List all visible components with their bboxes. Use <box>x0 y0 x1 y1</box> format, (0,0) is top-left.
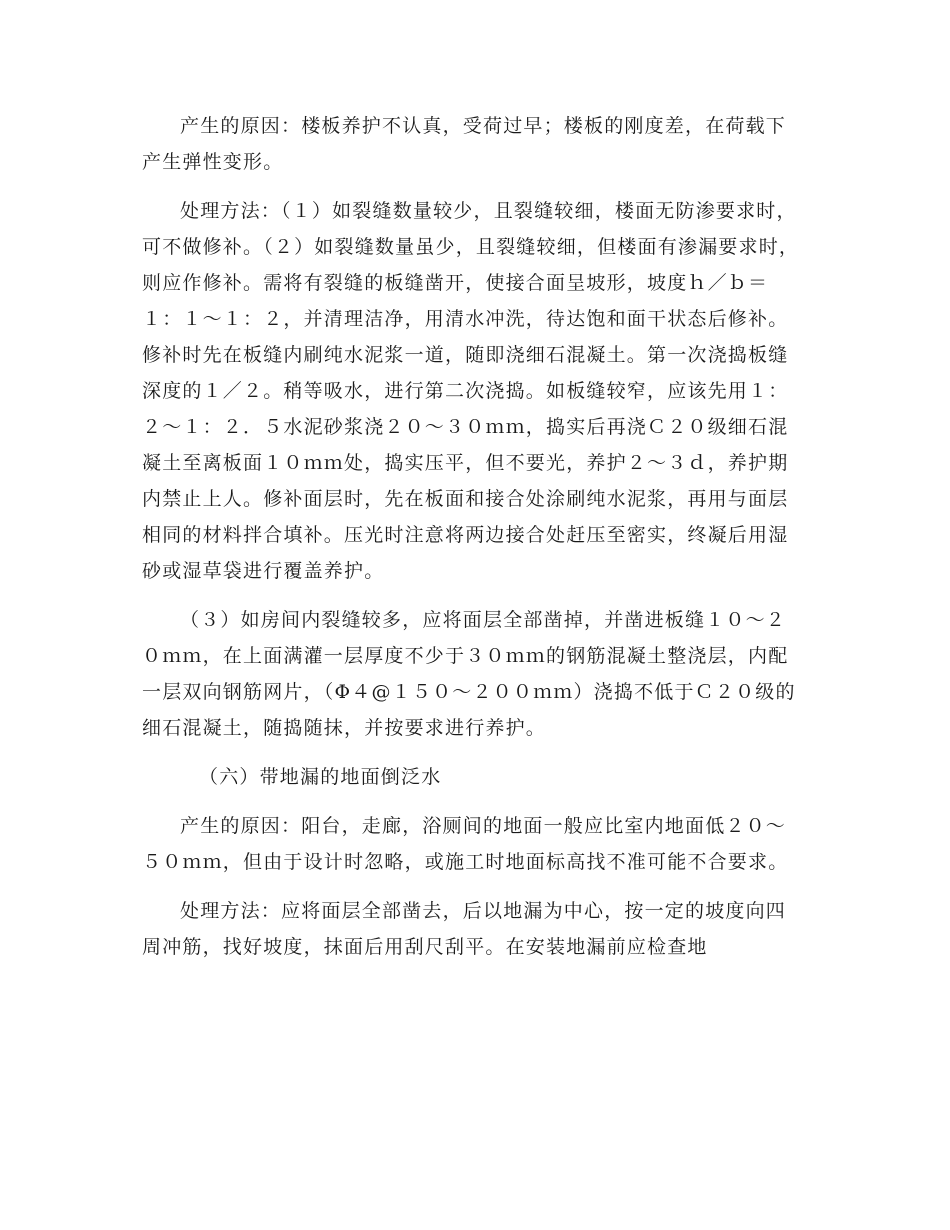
document-page <box>142 108 806 965</box>
paragraph-treatment-step-3: （３）如房间内裂缝较多，应将面层全部凿掉，并凿进板缝１０～２０ｍｍ，在上面满灌一层厚度不少于３０ｍｍ的钢筋混凝土整浇层，内配一层双向钢筋网片，（Φ４@１５０～２００ｍｍ）浇捣不低于Ｃ２０级的细石混凝土，随捣随抹，并按要求进行养护。 <box>142 609 796 739</box>
paragraph-cause-cracks: 产生的原因：楼板养护不认真，受荷过早；楼板的刚度差，在荷载下产生弹性变形。 <box>142 115 787 173</box>
paragraph-treatment-backflow: 处理方法：应将面层全部凿去，后以地漏为中心，按一定的坡度向四周冲筋，找好坡度，抹面后用刮尺刮平。在安装地漏前应检查地 <box>142 900 787 958</box>
section-heading-floor-drain: （六）带地漏的地面倒泛水 <box>199 766 442 788</box>
paragraph-cause-backflow: 产生的原因：阳台，走廊，浴厕间的地面一般应比室内地面低２０～５０ｍｍ，但由于设计时忽略，或施工时地面标高找不准可能不合要求。 <box>142 815 789 873</box>
paragraph-treatment-method: 处理方法：（１）如裂缝数量较少，且裂缝较细，楼面无防渗要求时，可不做修补。（２）如裂缝数量虽少，且裂缝较细，但楼面有渗漏要求时，则应作修补。需将有裂缝的板缝凿开，使接合面呈坡形，坡度ｈ／ｂ＝１：１～１：２，并清理洁净，用清水冲洗，待达饱和面干状态后修补。修补时先在板缝内刷纯水泥浆一道，随即浇细石混凝土。第一次浇捣板缝深度的１／２。稍等吸水，进行第二次浇捣。如板缝较窄，应该先用１：２～１：２．５水泥砂浆浇２０～３０ｍｍ，捣实后再浇Ｃ２０级细石混凝土至离板面１０ｍｍ处，捣实压平，但不要光，养护２～３ｄ，养护期内禁止上人。修补面层时，先在板面和接合处涂刷纯水泥浆，再用与面层相同的材料拌合填补。压光时注意将两边接合处赶压至密实，终凝后用湿砂或湿草袋进行覆盖养护。 <box>142 200 800 582</box>
